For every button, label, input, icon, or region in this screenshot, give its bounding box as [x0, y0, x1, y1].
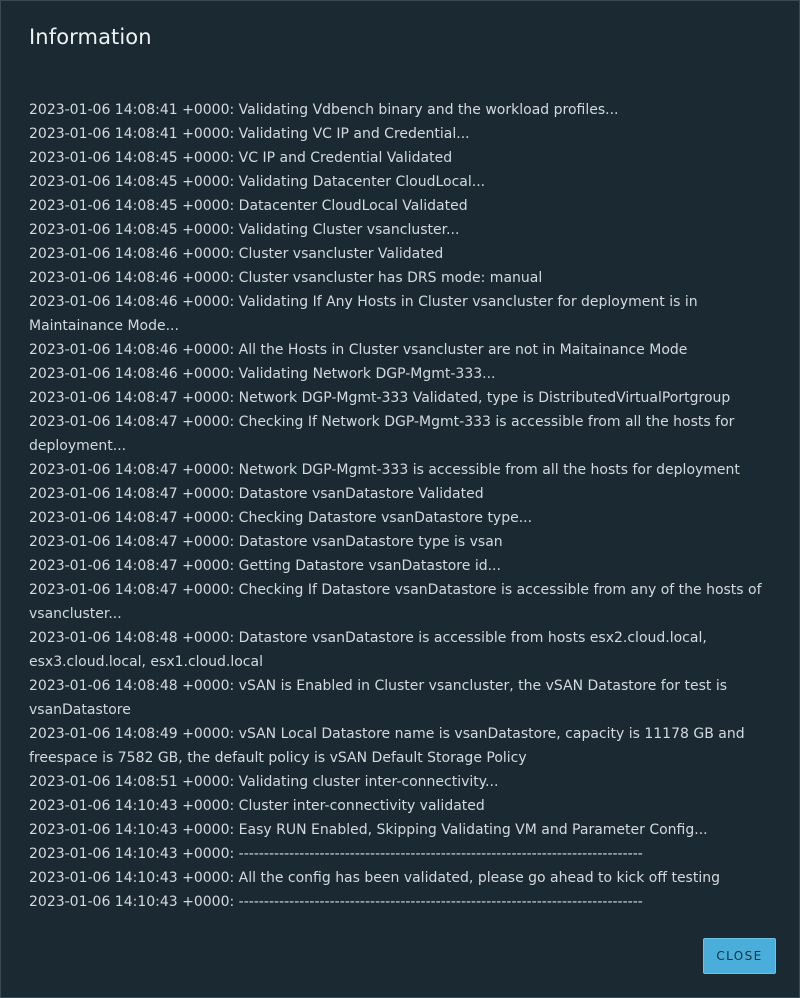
log-line: 2023-01-06 14:08:47 +0000: Checking If Network DGP-Mgmt-333 is accessible from all the hosts for deployment...: [29, 414, 735, 454]
log-line: 2023-01-06 14:08:47 +0000: Datastore vsanDatastore Validated: [29, 486, 484, 502]
log-line: 2023-01-06 14:10:43 +0000: --------------------------------------------------------------------------------: [29, 846, 643, 862]
log-line: 2023-01-06 14:08:41 +0000: Validating Vdbench binary and the workload profiles...: [29, 102, 619, 118]
dialog-title: Information: [29, 25, 152, 49]
log-line: 2023-01-06 14:08:45 +0000: Datacenter CloudLocal Validated: [29, 198, 468, 214]
log-line: 2023-01-06 14:10:43 +0000: Easy RUN Enabled, Skipping Validating VM and Parameter Config...: [29, 822, 708, 838]
log-line: 2023-01-06 14:08:48 +0000: Datastore vsanDatastore is accessible from hosts esx2.cloud.local, esx3.cloud.local, esx1.cloud.local: [29, 630, 707, 670]
log-line: 2023-01-06 14:08:47 +0000: Network DGP-Mgmt-333 is accessible from all the hosts for deployment: [29, 462, 740, 478]
close-button[interactable]: CLOSE: [703, 938, 776, 974]
log-line: 2023-01-06 14:08:45 +0000: VC IP and Credential Validated: [29, 150, 453, 166]
log-line: 2023-01-06 14:08:41 +0000: Validating VC IP and Credential...: [29, 126, 470, 142]
log-line: 2023-01-06 14:08:48 +0000: vSAN is Enabled in Cluster vsancluster, the vSAN Datastore for test is vsanDatastore: [29, 678, 728, 718]
log-line: 2023-01-06 14:08:46 +0000: Cluster vsancluster has DRS mode: manual: [29, 270, 543, 286]
log-line: 2023-01-06 14:10:43 +0000: --------------------------------------------------------------------------------: [29, 894, 643, 910]
log-line: 2023-01-06 14:08:45 +0000: Validating Cluster vsancluster...: [29, 222, 460, 238]
log-line: 2023-01-06 14:08:46 +0000: Cluster vsancluster Validated: [29, 246, 444, 262]
log-line: 2023-01-06 14:08:49 +0000: vSAN Local Datastore name is vsanDatastore, capacity is 11178 GB and freespace is 7582 GB, the default policy is vSAN Default Storage Policy: [29, 726, 745, 766]
log-line: 2023-01-06 14:10:43 +0000: All the config has been validated, please go ahead to kick off testing: [29, 870, 720, 886]
log-line: 2023-01-06 14:08:46 +0000: Validating If Any Hosts in Cluster vsancluster for deployment is in Maintainance Mode...: [29, 294, 698, 334]
log-line: 2023-01-06 14:08:47 +0000: Network DGP-Mgmt-333 Validated, type is DistributedVirtualPortgroup: [29, 390, 731, 406]
log-line: 2023-01-06 14:08:46 +0000: Validating Network DGP-Mgmt-333...: [29, 366, 496, 382]
log-line: 2023-01-06 14:08:47 +0000: Checking If Datastore vsanDatastore is accessible from any of the hosts of vsancluster...: [29, 582, 762, 622]
log-line: 2023-01-06 14:10:43 +0000: Cluster inter-connectivity validated: [29, 798, 485, 814]
log-line: 2023-01-06 14:08:45 +0000: Validating Datacenter CloudLocal...: [29, 174, 486, 190]
log-line: 2023-01-06 14:08:46 +0000: All the Hosts in Cluster vsancluster are not in Maitainance Mode: [29, 342, 688, 358]
log-output: [29, 98, 774, 914]
log-line: 2023-01-06 14:08:51 +0000: Validating cluster inter-connectivity...: [29, 774, 499, 790]
log-line: 2023-01-06 14:08:47 +0000: Datastore vsanDatastore type is vsan: [29, 534, 503, 550]
log-line: 2023-01-06 14:08:47 +0000: Getting Datastore vsanDatastore id...: [29, 558, 501, 574]
log-line: 2023-01-06 14:08:47 +0000: Checking Datastore vsanDatastore type...: [29, 510, 533, 526]
